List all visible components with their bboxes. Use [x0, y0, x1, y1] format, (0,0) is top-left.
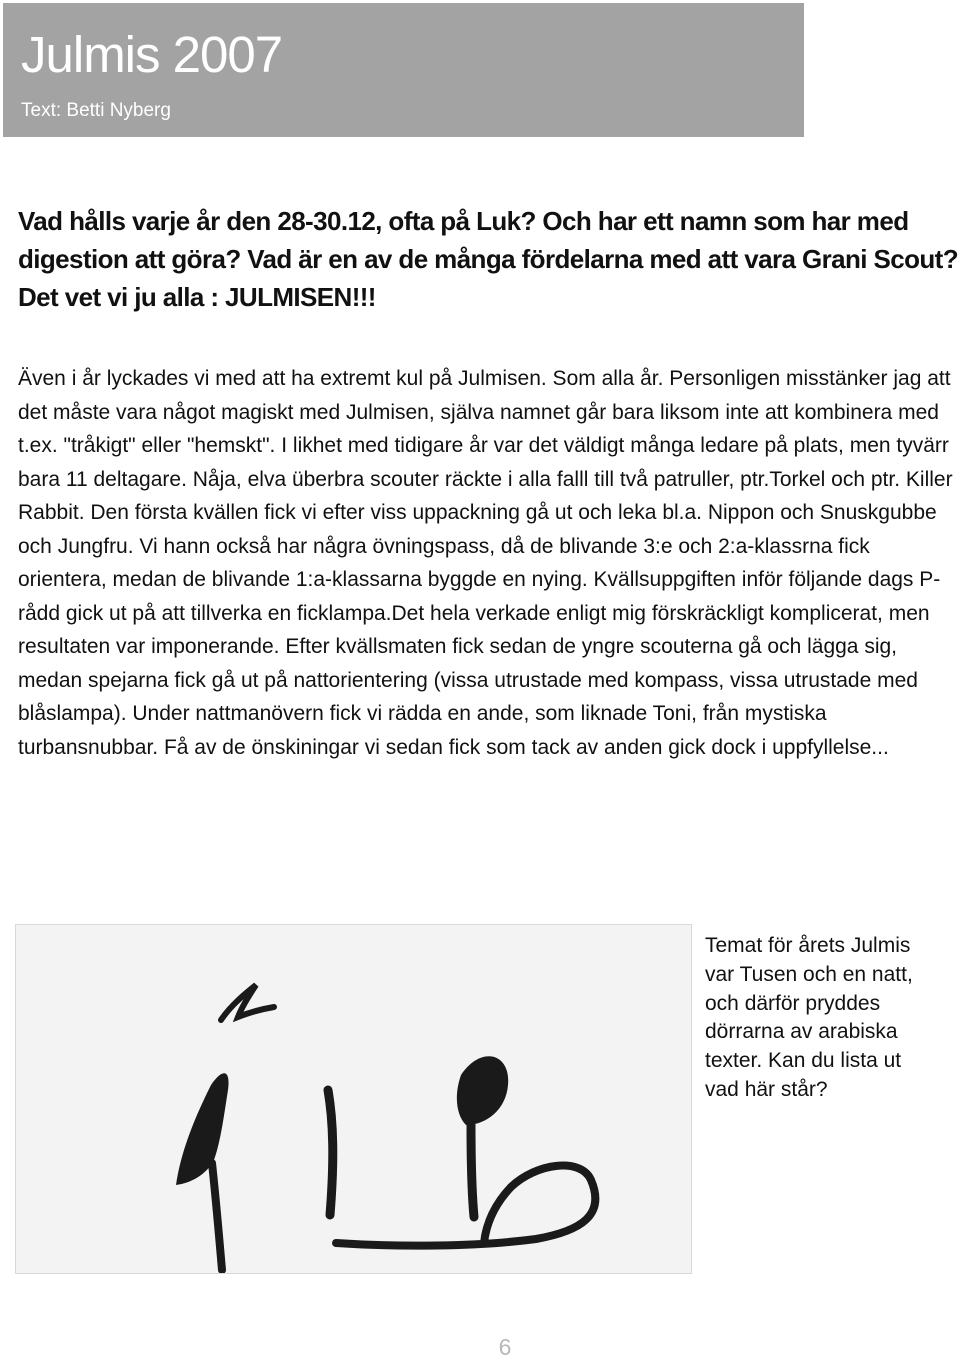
- article-intro: Vad hålls varje år den 28-30.12, ofta på Luk? Och har ett namn som har med digestion att göra? Vad är en av de många fördelarna med att vara Grani Scout? Det vet vi ju alla : JULMISEN!!!: [18, 206, 959, 312]
- article-title: Julmis 2007: [21, 26, 283, 83]
- page-number: 6: [498, 1334, 512, 1360]
- article-header: [3, 3, 804, 137]
- arabic-text-photo: [15, 924, 692, 1274]
- article-body: Även i år lyckades vi med att ha extremt kul på Julmisen. Som alla år. Personligen misstänker jag att det måste vara något magiskt med Julmisen, själva namnet går bara liksom inte att kombinera med t.ex. "tråkigt" eller "hemskt". I likhet med tidigare år var det väldigt många ledare på plats, men tyvärr bara 11 deltagare. Nåja, elva überbra scouter räckte i alla falll till två patruller, ptr.Torkel och ptr. Killer Rabbit. Den första kvällen fick vi efter viss uppackning gå ut och leka bl.a. Nippon och Snuskgubbe och Jungfru. Vi hann också har några övningspass, då de blivande 3:e och 2:a-klassrna fick orientera, medan de blivande 1:a-klassarna byggde en nying. Kvällsuppgiften inför följande dags P-rådd gick ut på att tillverka en ficklampa.Det hela verkade enligt mig förskräckligt komplicerat, men resultaten var imponerande. Efter kvällsmaten fick sedan de yngre scouterna gå och lägga sig, medan spejarna fick gå ut på nattorientering (vissa utrustade med kompass, vissa utrustade med blåslampa). Under nattmanövern fick vi rädda en ande, som liknade Toni, från mystiska turbansnubbar. Få av de önskiningar vi sedan fick som tack av anden gick dock i uppfyllelse...: [18, 367, 953, 759]
- arabic-calligraphy-illustration: [16, 925, 692, 1274]
- article-byline: Text: Betti Nyberg: [21, 100, 171, 121]
- photo-caption: Temat för årets Julmis var Tusen och en natt, och därför pryddes dörrarna av arabiska texter. Kan du lista ut vad här står?: [705, 934, 913, 1101]
